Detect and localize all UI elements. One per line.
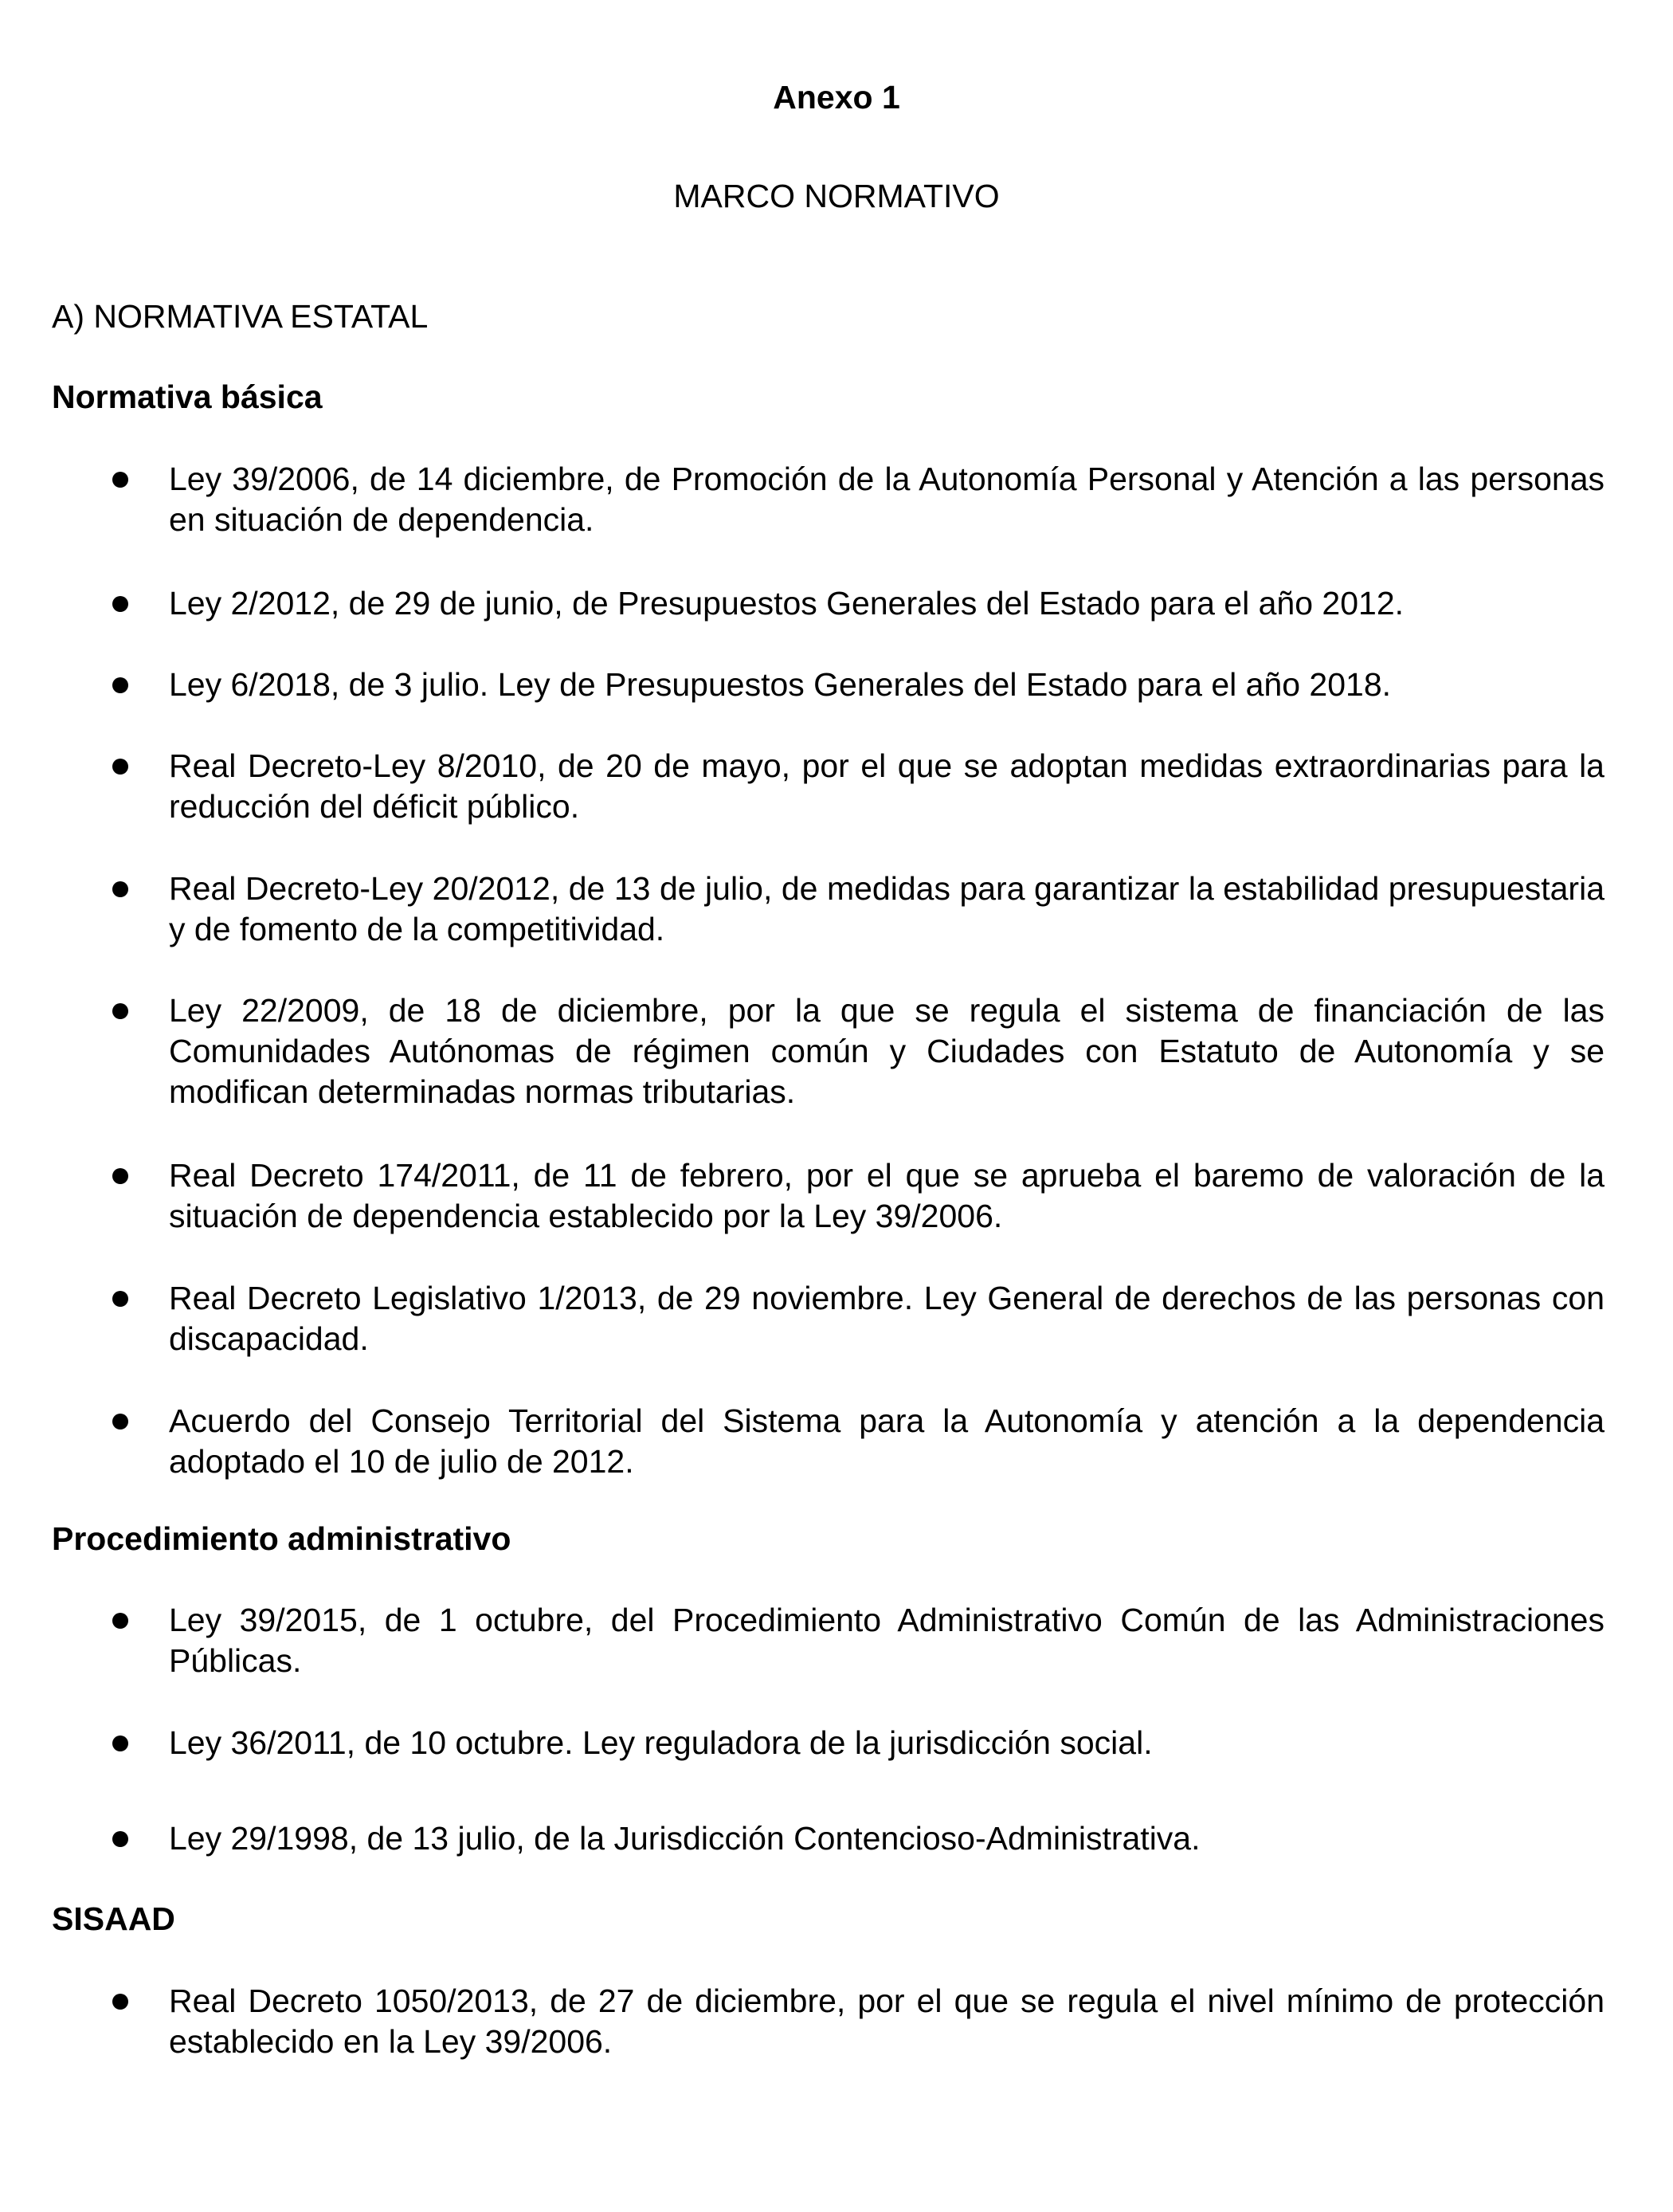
list-item-text: Ley 39/2006, de 14 diciembre, de Promoción de la Autonomía Personal y Atención a las personas en situación de dependencia.	[169, 461, 1604, 538]
main-title: MARCO NORMATIVO	[673, 178, 1000, 214]
bullet-icon	[112, 1831, 128, 1847]
bullet-icon	[112, 881, 128, 897]
bullet-icon	[112, 1168, 128, 1184]
subsection-heading-sisaad: SISAAD	[52, 1900, 175, 1937]
list-item-text: Real Decreto 1050/2013, de 27 de diciembre, por el que se regula el nivel mínimo de protección establecido en la Ley 39/2006.	[169, 1983, 1604, 2060]
list-item-text: Ley 22/2009, de 18 de diciembre, por la que se regula el sistema de financiación de las Comunidades Autónomas de régimen común y Ciudades con Estatuto de Autonomía y se modifican determinadas normas tributarias.	[169, 992, 1604, 1110]
bullet-icon	[112, 1994, 128, 2010]
bullet-icon	[112, 1613, 128, 1629]
list-item-text: Acuerdo del Consejo Territorial del Sistema para la Autonomía y atención a la dependencia adoptado el 10 de julio de 2012.	[169, 1402, 1604, 1480]
list-item-text: Real Decreto 174/2011, de 11 de febrero, por el que se aprueba el baremo de valoración de la situación de dependencia establecido por la Ley 39/2006.	[169, 1157, 1604, 1234]
bullet-icon	[112, 472, 128, 488]
list-item-text: Real Decreto-Ley 8/2010, de 20 de mayo, por el que se adoptan medidas extraordinarias para la reducción del déficit público.	[169, 747, 1604, 825]
annex-title: Anexo 1	[773, 79, 900, 116]
section-heading-normativa-estatal: A) NORMATIVA ESTATAL	[52, 298, 429, 335]
bullet-icon	[112, 677, 128, 693]
bullet-icon	[112, 1735, 128, 1751]
list-item-text: Ley 36/2011, de 10 octubre. Ley reguladora de la jurisdicción social.	[169, 1724, 1153, 1761]
subsection-heading-procedimiento-administrativo: Procedimiento administrativo	[52, 1520, 511, 1557]
bullet-icon	[112, 1291, 128, 1307]
list-item-text: Real Decreto-Ley 20/2012, de 13 de julio, de medidas para garantizar la estabilidad presupuestaria y de fomento de la competitividad.	[169, 870, 1604, 947]
bullet-icon	[112, 1003, 128, 1019]
subsection-heading-normativa-basica: Normativa básica	[52, 378, 323, 415]
list-item-text: Real Decreto Legislativo 1/2013, de 29 noviembre. Ley General de derechos de las personas con discapacidad.	[169, 1280, 1604, 1357]
bullet-icon	[112, 596, 128, 612]
list-item-text: Ley 2/2012, de 29 de junio, de Presupuestos Generales del Estado para el año 2012.	[169, 585, 1405, 622]
list-item-text: Ley 29/1998, de 13 julio, de la Jurisdicción Contencioso-Administrativa.	[169, 1820, 1201, 1857]
bullet-icon	[112, 1414, 128, 1430]
list-item-text: Ley 39/2015, de 1 octubre, del Procedimiento Administrativo Común de las Administraciones Públicas.	[169, 1602, 1604, 1679]
bullet-icon	[112, 759, 128, 775]
list-item-text: Ley 6/2018, de 3 julio. Ley de Presupuestos Generales del Estado para el año 2018.	[169, 666, 1392, 703]
